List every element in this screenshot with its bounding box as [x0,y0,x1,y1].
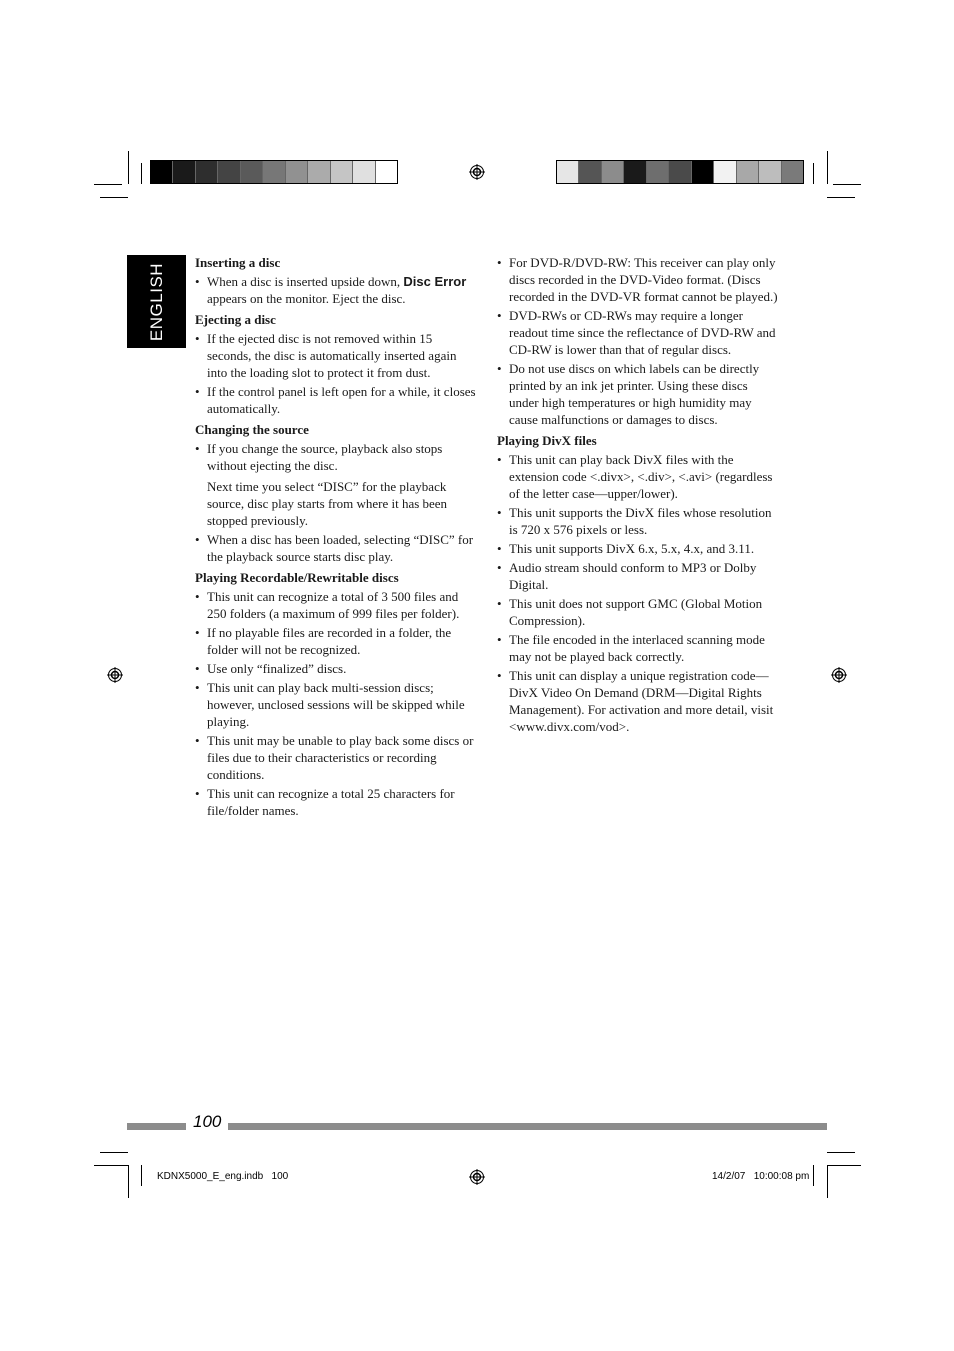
color-swatch [782,161,803,183]
color-swatch [353,161,375,183]
color-swatch [579,161,601,183]
crop-mark [827,197,855,198]
section-heading-inserting: Inserting a disc [195,255,281,270]
crop-mark [100,197,128,198]
color-swatch [759,161,781,183]
list-item: • This unit supports DivX 6.x, 5.x, 4.x, and 3.11. [497,540,779,557]
section-heading-recordable: Playing Recordable/Rewritable discs [195,570,399,585]
section-heading-divx: Playing DivX files [497,433,597,448]
color-swatch [669,161,691,183]
list-item: • This unit supports the DivX files whose resolution is 720 x 576 pixels or less. [497,504,779,538]
color-swatch [286,161,308,183]
crop-mark [100,1152,128,1153]
crop-mark [128,1165,129,1198]
color-calibration-bar-left [150,160,398,184]
list-item [195,273,477,307]
list-item: • Do not use discs on which labels can be directly printed by an ink jet printer. Using these discs under high temperatures or high humidity may cause malfunctions or damages to discs. [497,360,779,428]
list-item: • DVD-RWs or CD-RWs may require a longer readout time since the reflectance of DVD-RW and CD-RW is lower than that of regular discs. [497,307,779,358]
changing-list [195,440,477,474]
list-item: • For DVD-R/DVD-RW: This receiver can play only discs recorded in the DVD-Video format. (Discs recorded in the DVD-VR format cannot be played.) [497,254,779,305]
crop-mark [141,1165,142,1186]
crop-mark [128,151,129,184]
disc-error-keyword: Disc Error [403,274,467,289]
crop-mark [827,151,828,184]
color-swatch [647,161,669,183]
ejecting-list [195,330,477,417]
right-column [497,254,779,739]
crop-mark [833,184,861,185]
footer-bar-left [127,1123,186,1130]
divx-list [497,451,779,735]
list-item: • Use only “finalized” discs. [195,660,477,677]
registration-mark-icon [831,667,847,683]
crop-mark [813,1165,814,1186]
color-swatch [557,161,579,183]
list-item: • If no playable files are recorded in a folder, the folder will not be recognized. [195,624,477,658]
color-swatch [692,161,714,183]
registration-mark-icon [107,667,123,683]
language-tab-label: ENGLISH [146,262,166,341]
slug-file-info: KDNX5000_E_eng.indb 100 [157,1171,289,1182]
registration-mark-icon [469,164,485,180]
crop-mark [141,163,142,184]
section-heading-ejecting: Ejecting a disc [195,312,276,327]
color-swatch [331,161,353,183]
color-swatch [173,161,195,183]
left-column [195,254,477,823]
list-item: • If the ejected disc is not removed within 15 seconds, the disc is automatically inserted again into the loading slot to protect it from dust. [195,330,477,381]
list-item: • This unit can display a unique registration code—DivX Video On Demand (DRM—Digital Rights Management). For activation and more detail, visit <www.divx.com/vod>. [497,667,779,735]
list-item-text: When a disc is inserted upside down, [207,274,404,289]
list-item-continuation: Next time you select “DISC” for the playback source, disc play starts from where it has been stopped previously. [207,479,448,528]
color-swatch [714,161,736,183]
color-swatch [263,161,285,183]
color-swatch [218,161,240,183]
crop-mark [827,1165,861,1166]
list-item: • When a disc has been loaded, selecting “DISC” for the playback source starts disc play. [195,531,477,565]
list-item: • If you change the source, playback also stops without ejecting the disc. [195,440,477,474]
color-swatch [602,161,624,183]
list-item: • This unit does not support GMC (Global Motion Compression). [497,595,779,629]
list-item: • Audio stream should conform to MP3 or Dolby Digital. [497,559,779,593]
color-swatch [151,161,173,183]
registration-mark-icon [469,1169,485,1185]
language-tab [127,255,186,348]
footer-bar-right [228,1123,827,1130]
inserting-list [195,273,477,307]
list-item: • The file encoded in the interlaced scanning mode may not be played back correctly. [497,631,779,665]
list-item: • This unit can play back DivX files with the extension code <.divx>, <.div>, <.avi> (regardless of the letter case—upper/lower). [497,451,779,502]
list-item-text: appears on the monitor. Eject the disc. [207,291,406,306]
crop-mark [827,1165,828,1198]
color-swatch [196,161,218,183]
crop-mark [827,1152,855,1153]
color-swatch [376,161,397,183]
section-heading-changing: Changing the source [195,422,309,437]
color-swatch [308,161,330,183]
crop-mark [94,184,122,185]
list-item: • This unit can recognize a total 25 characters for file/folder names. [195,785,477,819]
crop-mark [94,1165,128,1166]
recordable-list [195,588,477,819]
crop-mark [813,163,814,184]
page-number: 100 [193,1112,222,1131]
list-item: • This unit can play back multi-session discs; however, unclosed sessions will be skipped while playing. [195,679,477,730]
list-item: • This unit may be unable to play back some discs or files due to their characteristics or recording conditions. [195,732,477,783]
slug-timestamp: 14/2/07 10:00:08 pm [712,1171,810,1182]
list-item: • If the control panel is left open for a while, it closes automatically. [195,383,477,417]
disc-notes-list [497,254,779,428]
list-item: • This unit can recognize a total of 3 500 files and 250 folders (a maximum of 999 files per folder). [195,588,477,622]
changing-list-2 [195,531,477,565]
color-swatch [737,161,759,183]
color-calibration-bar-right [556,160,804,184]
color-swatch [624,161,646,183]
color-swatch [241,161,263,183]
